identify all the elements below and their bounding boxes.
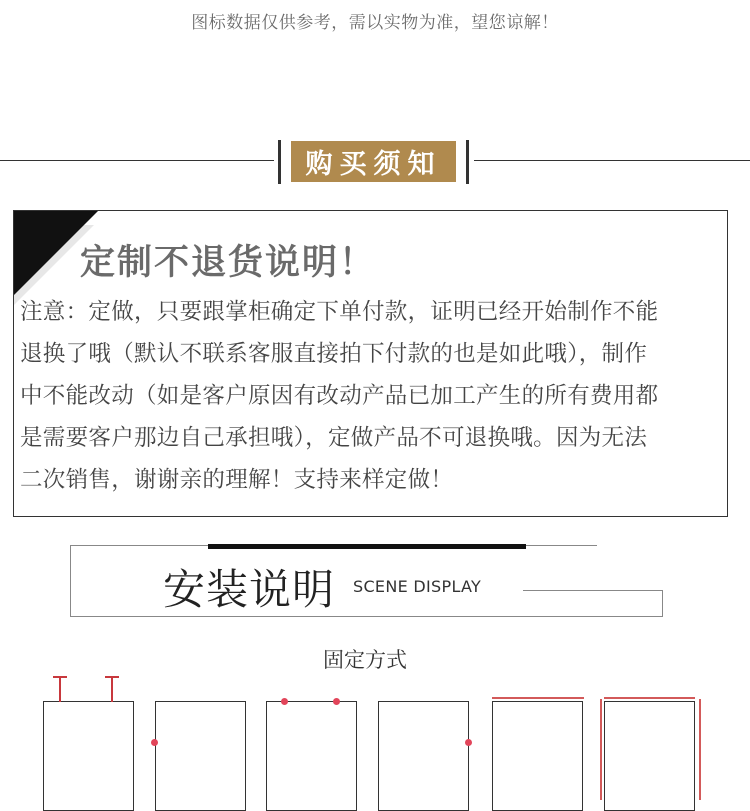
policy-line: 注意：定做，只要跟掌柜确定下单付款，证明已经开始制作不能 xyxy=(20,299,659,325)
fixing-edge-line xyxy=(699,699,701,800)
cabinet-diagram-edge-frame xyxy=(604,701,695,811)
divider-bar-left xyxy=(278,140,281,184)
hang-rod-cap-icon xyxy=(105,676,119,678)
cabinet-diagram-top-hang xyxy=(43,701,134,811)
cabinet-diagram-side-point-right xyxy=(378,701,469,811)
policy-line: 退换了哦（默认不联系客服直接拍下付款的也是如此哦），制作 xyxy=(20,341,648,367)
policy-title: 定制不退货说明！ xyxy=(80,243,377,283)
cabinet-diagram-top-edge xyxy=(492,701,583,811)
fixing-method-title: 固定方式 xyxy=(323,648,407,672)
policy-body xyxy=(20,291,720,501)
install-subtitle: SCENE DISPLAY xyxy=(353,577,482,596)
policy-line: 二次销售，谢谢亲的理解！支持来样定做！ xyxy=(20,467,454,493)
hang-rod-icon xyxy=(111,678,113,702)
hang-rod-cap-icon xyxy=(53,676,67,678)
fixing-point-icon xyxy=(151,739,158,746)
divider-bar-right xyxy=(466,140,469,184)
fixing-edge-line xyxy=(604,697,695,699)
fixing-edge-line xyxy=(600,699,602,800)
install-heading-accent xyxy=(208,544,526,549)
install-title: 安装说明 xyxy=(163,565,336,614)
policy-line: 中不能改动（如是客户原因有改动产品已加工产生的所有费用都 xyxy=(20,383,659,409)
divider-left xyxy=(0,160,274,161)
hang-rod-icon xyxy=(59,678,61,702)
policy-line: 是需要客户那边自己承担哦），定做产品不可退换哦。因为无法 xyxy=(20,425,648,451)
fixing-point-icon xyxy=(333,698,340,705)
cabinet-diagram-top-points xyxy=(266,701,357,811)
cabinet-diagram-side-point xyxy=(155,701,246,811)
fixing-point-icon xyxy=(465,739,472,746)
fixing-point-icon xyxy=(281,698,288,705)
section-title-badge: 购买须知 xyxy=(291,141,456,182)
custom-policy-box xyxy=(13,210,728,517)
install-heading-tab xyxy=(523,590,663,617)
disclaimer-notice: 图标数据仅供参考，需以实物为准，望您谅解！ xyxy=(191,13,559,33)
fixing-edge-line xyxy=(492,697,584,699)
divider-right xyxy=(474,160,750,161)
